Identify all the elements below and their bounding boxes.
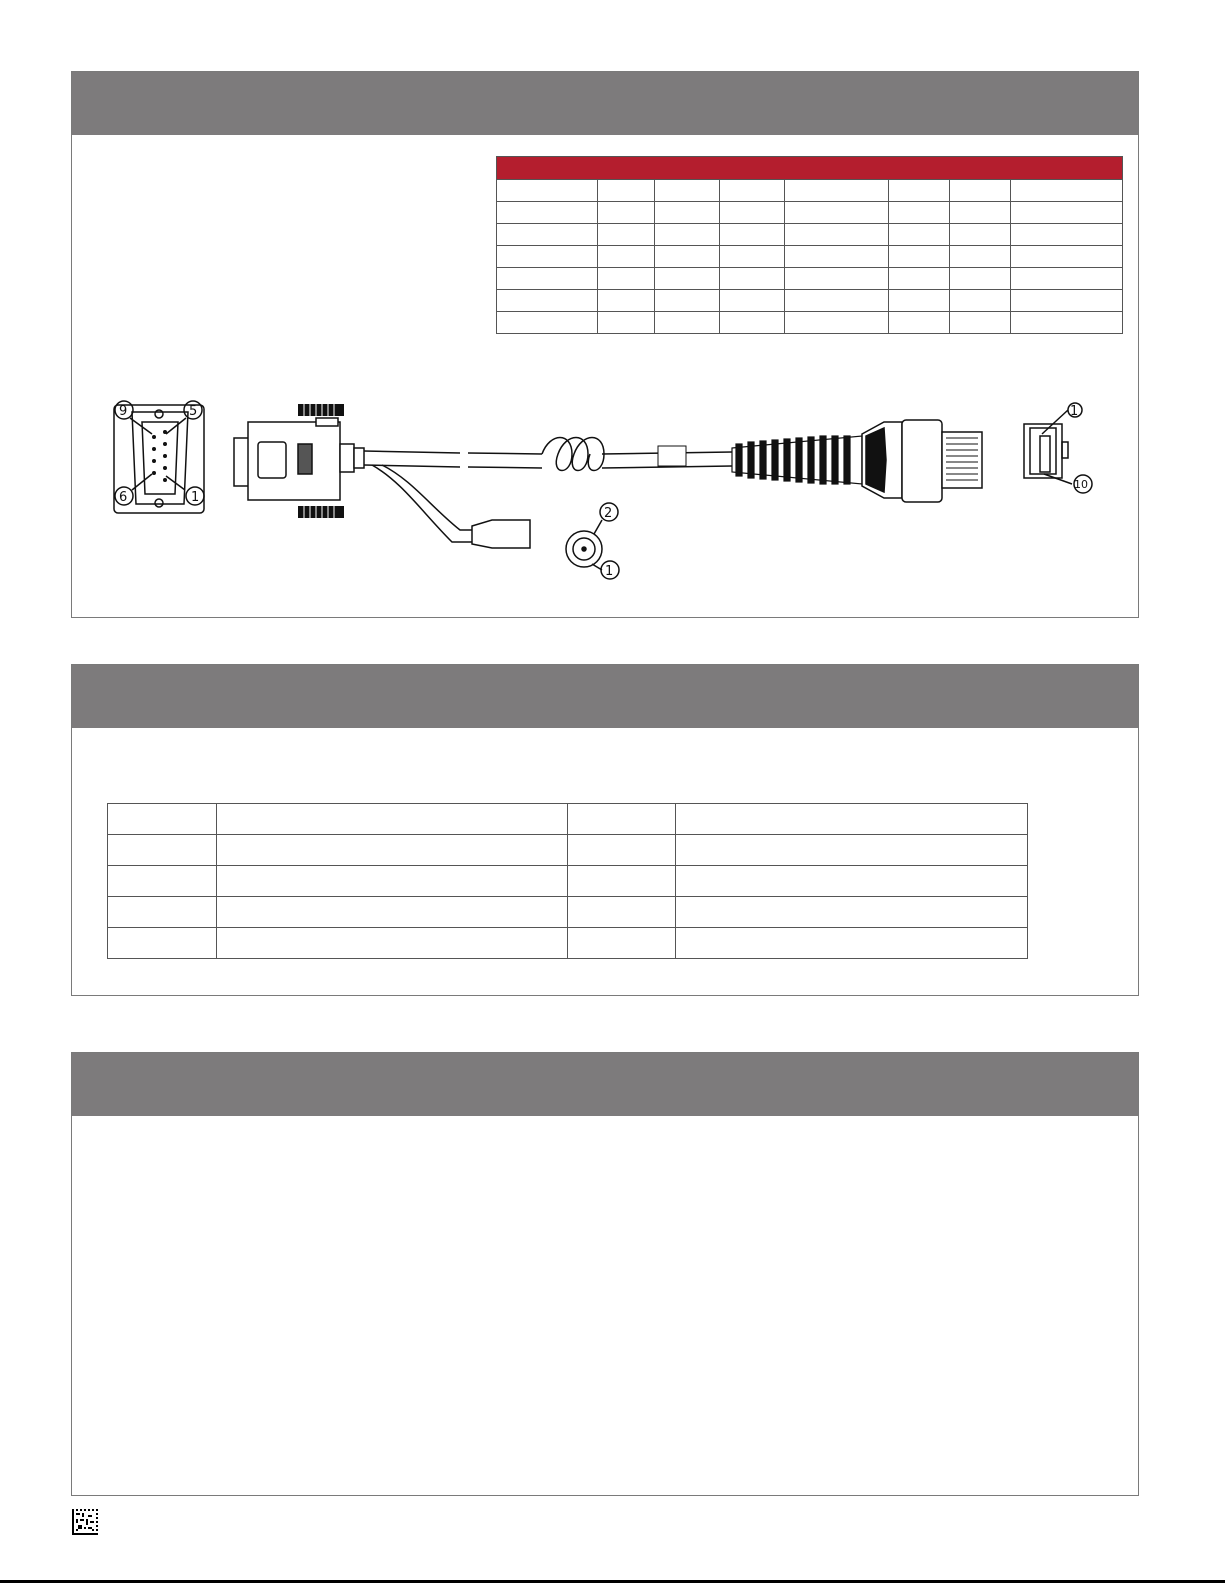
- pin-assignment-panel: [71, 664, 1139, 996]
- pin-table-cell: [567, 928, 676, 959]
- db9-pin-label: 1: [191, 490, 200, 505]
- pin-table-cell: [216, 866, 567, 897]
- pin-table-cell: [567, 897, 676, 928]
- pin-table-cell: [567, 835, 676, 866]
- db9-pin-label: 6: [119, 490, 128, 505]
- pin-table-cell: [676, 835, 1028, 866]
- rj-plug: [862, 420, 982, 502]
- section-header-bar: [72, 1053, 1138, 1116]
- pin-table-cell: [567, 804, 676, 835]
- pin-table-cell: [216, 835, 567, 866]
- db9-pin-label: 9: [119, 404, 128, 419]
- pin-table-cell: [216, 928, 567, 959]
- jack-pin-label: 1: [605, 564, 614, 579]
- pin-table-row: [108, 928, 1028, 959]
- strain-relief: [732, 436, 862, 484]
- rj-pin-label: 10: [1074, 478, 1088, 491]
- pin-table-cell: [108, 804, 217, 835]
- pin-table: [107, 803, 1028, 959]
- cable-diagram: [72, 72, 1138, 617]
- data-matrix-code: [72, 1509, 98, 1535]
- pin-table-row: [108, 866, 1028, 897]
- pin-table-cell: [108, 928, 217, 959]
- pin-table-cell: [216, 804, 567, 835]
- pin-table-row: [108, 835, 1028, 866]
- rj-pin-label: 1: [1070, 404, 1079, 419]
- jack-pin-label: 2: [604, 506, 613, 521]
- pin-table-cell: [676, 928, 1028, 959]
- pin-table-cell: [676, 897, 1028, 928]
- pin-table-cell: [676, 866, 1028, 897]
- pin-table-cell: [567, 866, 676, 897]
- pin-table-cell: [108, 866, 217, 897]
- pin-table-cell: [108, 897, 217, 928]
- power-jack-plug: [472, 520, 530, 548]
- pin-table-row: [108, 897, 1028, 928]
- db9-connector: [234, 407, 364, 512]
- pin-table-cell: [676, 804, 1028, 835]
- page-bottom-rule: [0, 1580, 1225, 1583]
- pin-table-row: [108, 804, 1028, 835]
- notes-panel: [71, 1052, 1139, 1496]
- cable-spec-panel: [71, 71, 1139, 618]
- pin-table-cell: [108, 835, 217, 866]
- cable-label: [658, 446, 686, 466]
- pin-table-cell: [216, 897, 567, 928]
- section-header-bar: [72, 665, 1138, 728]
- db9-pin-label: 5: [189, 404, 198, 419]
